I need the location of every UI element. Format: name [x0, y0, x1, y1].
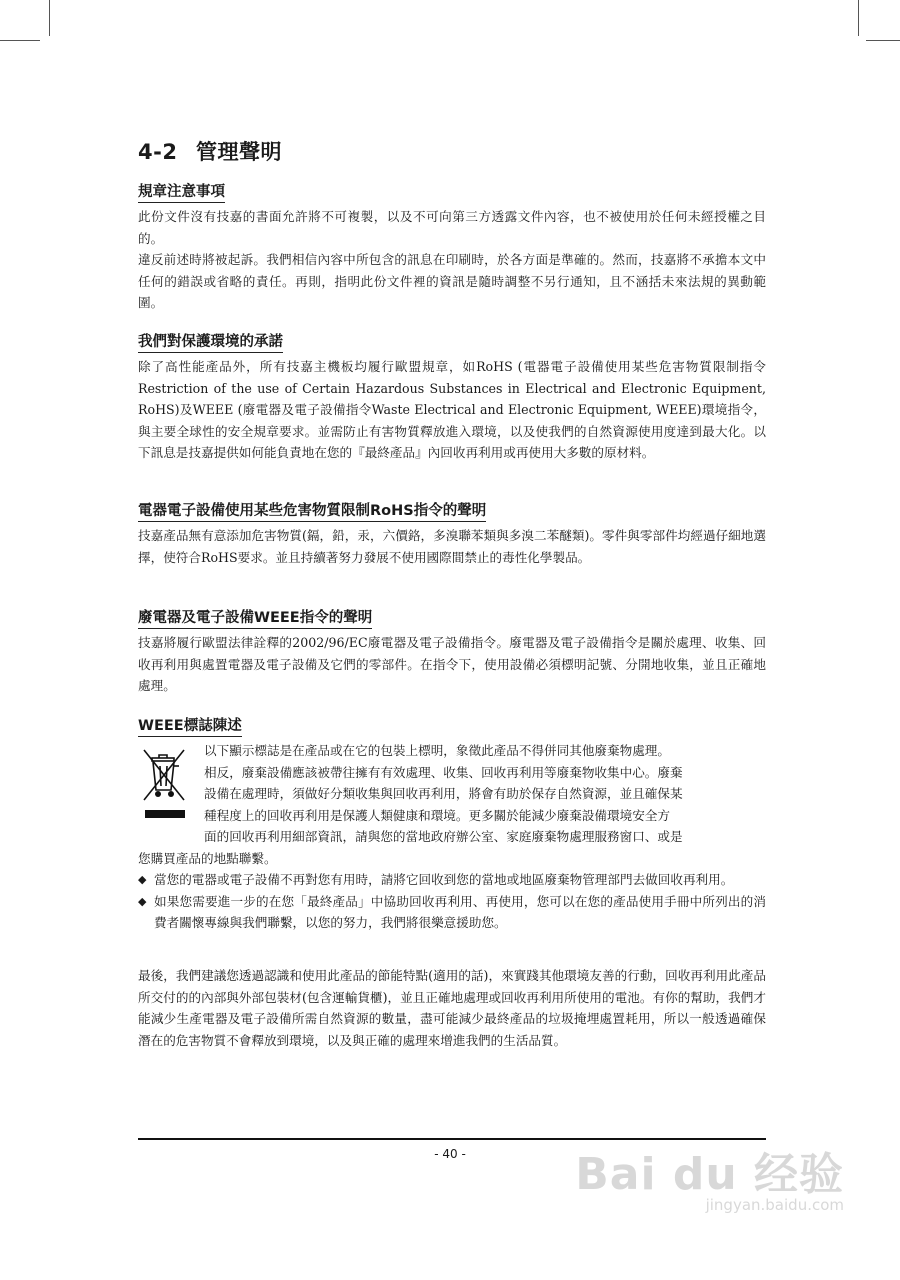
crossed-out-wheelie-bin-icon [138, 744, 190, 824]
section-heading: 廢電器及電子設備WEEE指令的聲明 [138, 606, 372, 629]
statement-line: 設備在處理時，須做好分類收集與回收再利用，將會有助於保存自然資源，並且確保某 [204, 786, 683, 801]
paragraph: 技嘉產品無有意添加危害物質(鎘，鉛，汞，六價鉻，多溴聯苯類與多溴二苯醚類)。零件與零部件均經過仔細地選擇，使符合RoHS要求。並且持續著努力發展不使用國際間禁止的毒性化學製品。 [138, 528, 766, 565]
statement-tail: 您購買產品的地點聯繫。 [138, 850, 277, 866]
section-closing [138, 965, 766, 1051]
paragraph: 最後，我們建議您透過認識和使用此產品的節能特點(適用的話)，來實踐其他環境友善的行動，回收再利用此產品所交付的的內部與外部包裝材(包含運輸貨櫃)，並且正確地處理或回收再利用所使用的電池。有你的幫助，我們才能減少生產電器及電子設備所需自然資源的數量，盡可能減少最終產品的垃圾掩埋處置耗用，所以一般透過確保潛在的危害物質不會釋放到環境，以及與正確的處理來增進我們的生活品質。 [138, 968, 766, 1048]
chapter-title [138, 136, 282, 166]
paragraph: 技嘉將履行歐盟法律詮釋的2002/96/EC廢電器及電子設備指令。廢電器及電子設備指令是關於處理、收集、回收再利用與處置電器及電子設備及它們的零部件。在指令下，使用設備必須標明記號、分開地收集，並且正確地處理。 [138, 635, 766, 693]
chapter-number: 4-2 [138, 140, 178, 164]
bullet-icon: ◆ [138, 873, 147, 886]
paragraph: 違反前述時將被起訴。我們相信內容中所包含的訊息在印刷時，於各方面是準確的。然而，技嘉將不承擔本文中任何的錯誤或省略的責任。再則，指明此份文件裡的資訊是隨時調整不另行通知，且不涵括未來法規的異動範圍。 [138, 252, 766, 310]
section-heading: WEEE標誌陳述 [138, 714, 242, 737]
section-heading: 規章注意事項 [138, 180, 225, 203]
list-item-text: 如果您需要進一步的在您「最終產品」中協助回收再利用、再使用，您可以在您的產品使用手冊中所列出的消費者關懷專線與我們聯繫，以您的努力，我們將很樂意援助您。 [154, 893, 766, 930]
page-number: - 40 - [434, 1147, 466, 1161]
crop-mark-top-right-v [858, 0, 859, 36]
crop-mark-top-left-h [0, 40, 40, 41]
section-rohs [138, 499, 766, 568]
paragraph: 除了高性能產品外，所有技嘉主機板均履行歐盟規章，如RoHS (電器電子設備使用某些危害物質限制指令 Restriction of the use of Certain Hazardous Substances in Electrical and Electronic Equipment, RoHS)及WEEE (廢電器及電子設備指令Waste Electrical and Electronic Equipment, WEEE)環境指令，與主要全球性的安全規章要求。並需防止有害物質釋放進入環境，以及使我們的自然資源使用度達到最大化。以下訊息是技嘉提供如何能負責地在您的『最終產品』內回收再利用或再使用大多數的原材料。 [138, 359, 766, 460]
section-regulatory [138, 180, 766, 314]
crop-mark-top-left-v [49, 0, 50, 36]
watermark-url: jingyan.baidu.com [705, 1196, 844, 1214]
section-heading: 電器電子設備使用某些危害物質限制RoHS指令的聲明 [138, 499, 486, 522]
watermark [575, 1138, 844, 1214]
statement-line: 面的回收再利用細部資訊，請與您的當地政府辦公室、家庭廢棄物處理服務窗口、或是 [204, 829, 683, 844]
bullet-icon: ◆ [138, 894, 147, 908]
statement-line: 相反，廢棄設備應該被帶往擁有有效處理、收集、回收再利用等廢棄物收集中心。廢棄 [204, 764, 683, 780]
section-heading: 我們對保護環境的承諾 [138, 330, 283, 353]
chapter-title-text: 管理聲明 [196, 140, 282, 164]
list-item-text: 當您的電器或電子設備不再對您有用時，請將它回收到您的當地或地區廢棄物管理部門去做回收再利用。 [154, 872, 734, 887]
statement-line: 以下顯示標誌是在產品或在它的包裝上標明，象徵此產品不得併同其他廢棄物處理。 [204, 743, 670, 758]
list-item [138, 869, 766, 891]
bullet-list [138, 869, 766, 934]
section-weee-symbol [138, 714, 766, 934]
section-environment [138, 330, 766, 464]
section-weee [138, 606, 766, 697]
weee-statement [138, 740, 766, 934]
crop-mark-top-right-h [866, 40, 900, 41]
watermark-logo: Bai du 经验 [575, 1149, 844, 1200]
list-item [138, 891, 766, 934]
paragraph: 此份文件沒有技嘉的書面允許將不可複製，以及不可向第三方透露文件內容，也不被使用於任何未經授權之目的。 [138, 209, 766, 246]
statement-line: 種程度上的回收再利用是保護人類健康和環境。更多關於能減少廢棄設備環境安全方 [204, 807, 670, 823]
